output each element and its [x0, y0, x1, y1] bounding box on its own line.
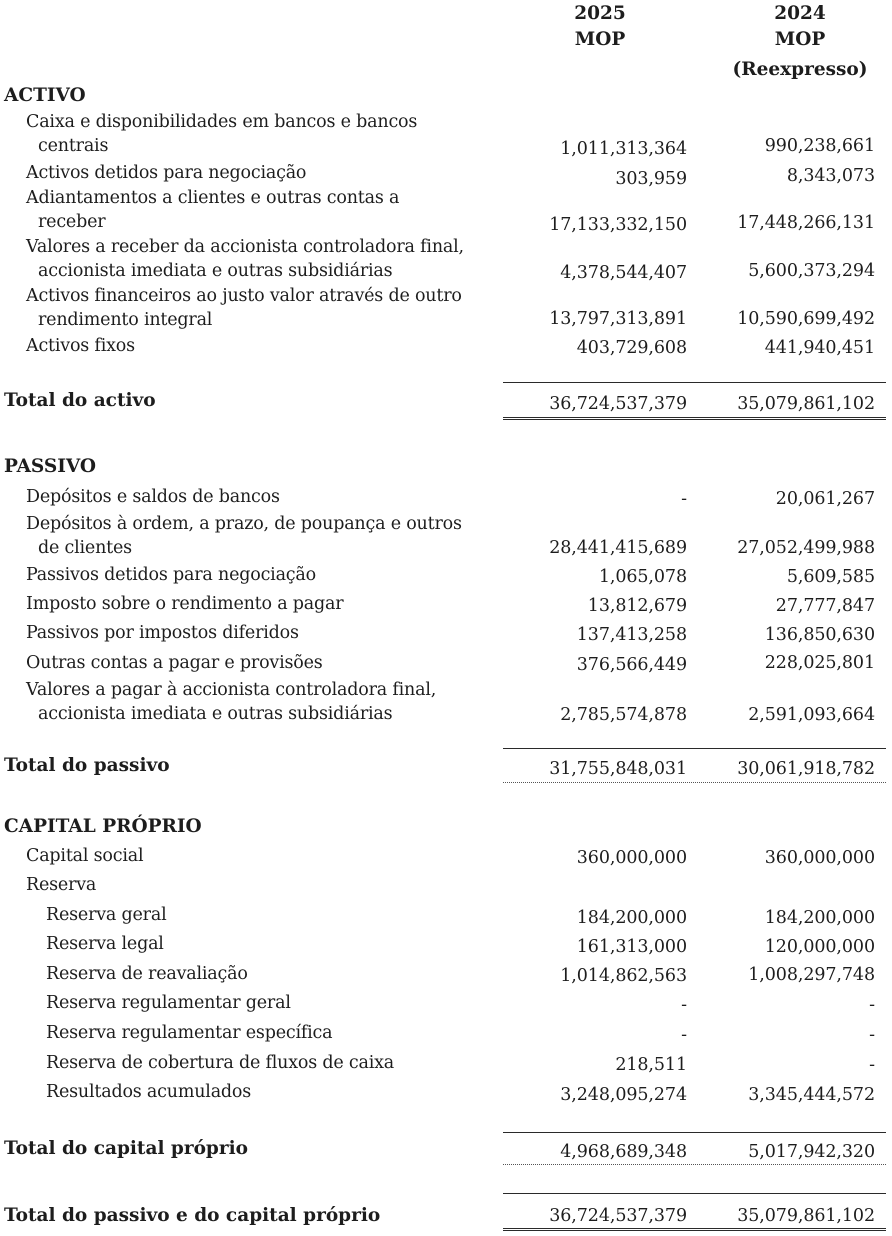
value-2024: 120,000,000: [764, 937, 875, 957]
line-item-label: Outras contas a pagar e provisões: [26, 653, 323, 673]
section-header-passivo: PASSIVO: [4, 456, 97, 477]
line-item-label: Reserva de cobertura de fluxos de caixa: [46, 1053, 395, 1073]
line-item-label: Valores a receber da accionista controladora final,: [26, 237, 464, 257]
line-item-label: Capital social: [26, 846, 144, 866]
value-2024: 5,609,585: [786, 567, 875, 587]
line-item-label: Passivos por impostos diferidos: [26, 623, 299, 643]
line-item-label: Activos financeiros ao justo valor através de outro: [26, 286, 462, 306]
value-2025: 303,959: [615, 169, 687, 189]
value-2025: -: [681, 1025, 687, 1045]
line-item-label-cont: accionista imediata e outras subsidiárias: [38, 704, 393, 724]
value-2024: 184,200,000: [764, 908, 875, 928]
line-item-label: Caixa e disponibilidades em bancos e bancos: [26, 112, 418, 132]
line-item-label: Depósitos à ordem, a prazo, de poupança e outros: [26, 514, 462, 534]
col-2025-currency: MOP: [574, 29, 626, 50]
total-dotted-rule: [503, 782, 886, 783]
section-header-activo: ACTIVO: [4, 85, 86, 106]
value-2025: -: [681, 489, 687, 509]
total-dotted-rule: [503, 1164, 886, 1165]
subtotal-rule: [503, 748, 886, 749]
value-2025: 218,511: [615, 1055, 687, 1075]
line-item-label-cont: accionista imediata e outras subsidiárias: [38, 261, 393, 281]
value-2025: 1,014,862,563: [560, 966, 687, 986]
value-2025: 360,000,000: [576, 848, 687, 868]
value-2025: 28,441,415,689: [549, 538, 687, 558]
value-2025: 376,566,449: [576, 655, 687, 675]
value-2025: 184,200,000: [576, 908, 687, 928]
total-passivo-label: Total do passivo: [4, 755, 170, 776]
total-activo-2025: 36,724,537,379: [549, 394, 687, 414]
value-2025: 13,812,679: [587, 596, 687, 616]
value-2024: 27,777,847: [775, 596, 875, 616]
subtotal-rule: [503, 1132, 886, 1133]
line-item-label-cont: de clientes: [38, 538, 132, 558]
value-2025: 1,011,313,364: [560, 139, 687, 159]
total-activo-label: Total do activo: [4, 390, 156, 411]
grand-total-2024: 35,079,861,102: [737, 1206, 875, 1226]
total-capital-2025: 4,968,689,348: [560, 1142, 687, 1162]
value-2025: 403,729,608: [576, 338, 687, 358]
total-capital-2024: 5,017,942,320: [748, 1142, 875, 1162]
grand-total-2025: 36,724,537,379: [549, 1206, 687, 1226]
total-passivo-2024: 30,061,918,782: [737, 759, 875, 779]
col-2024-year: 2024: [774, 3, 826, 24]
total-capital-label: Total do capital próprio: [4, 1138, 248, 1159]
grand-total-label: Total do passivo e do capital próprio: [4, 1205, 381, 1226]
line-item-label: Reserva regulamentar específica: [46, 1023, 333, 1043]
col-2025-year: 2025: [574, 3, 626, 24]
line-item-label: Reserva: [26, 875, 97, 895]
line-item-label: Reserva geral: [46, 905, 167, 925]
value-2024: 27,052,499,988: [737, 538, 875, 558]
value-2025: -: [681, 995, 687, 1015]
value-2025: 17,133,332,150: [549, 215, 687, 235]
col-2024-currency: MOP: [774, 29, 826, 50]
line-item-label: Resultados acumulados: [46, 1082, 252, 1102]
line-item-label: Reserva legal: [46, 934, 164, 954]
value-2024: 228,025,801: [764, 653, 875, 673]
value-2025: 137,413,258: [576, 625, 687, 645]
value-2024: 10,590,699,492: [737, 309, 875, 329]
line-item-label: Reserva de reavaliação: [46, 964, 248, 984]
value-2024: 1,008,297,748: [748, 965, 875, 985]
value-2024: -: [869, 995, 875, 1015]
subtotal-rule: [503, 1193, 886, 1194]
line-item-label-cont: rendimento integral: [38, 310, 213, 330]
value-2024: 441,940,451: [764, 338, 875, 358]
line-item-label: Valores a pagar à accionista controladora final,: [26, 680, 437, 700]
line-item-label: Adiantamentos a clientes e outras contas a: [26, 188, 400, 208]
value-2024: 360,000,000: [764, 848, 875, 868]
subtotal-rule: [503, 382, 886, 383]
value-2024: 136,850,630: [764, 625, 875, 645]
value-2024: -: [869, 1055, 875, 1075]
line-item-label-cont: receber: [38, 212, 106, 232]
line-item-label: Depósitos e saldos de bancos: [26, 487, 280, 507]
line-item-label: Activos detidos para negociação: [26, 163, 307, 183]
value-2025: 2,785,574,878: [560, 705, 687, 725]
value-2024: 990,238,661: [764, 136, 875, 156]
value-2025: 13,797,313,891: [549, 309, 687, 329]
value-2025: 1,065,078: [598, 567, 687, 587]
line-item-label-cont: centrais: [38, 136, 109, 156]
value-2024: 20,061,267: [775, 489, 875, 509]
total-passivo-2025: 31,755,848,031: [549, 759, 687, 779]
value-2025: 3,248,095,274: [560, 1085, 687, 1105]
value-2024: 5,600,373,294: [748, 261, 875, 281]
value-2024: 8,343,073: [786, 166, 875, 186]
line-item-label: Reserva regulamentar geral: [46, 993, 291, 1013]
value-2024: 17,448,266,131: [737, 213, 875, 233]
value-2024: 2,591,093,664: [748, 705, 875, 725]
total-double-rule: [503, 1228, 886, 1231]
total-activo-2024: 35,079,861,102: [737, 394, 875, 414]
value-2024: 3,345,444,572: [748, 1085, 875, 1105]
line-item-label: Passivos detidos para negociação: [26, 565, 316, 585]
value-2025: 161,313,000: [576, 937, 687, 957]
value-2025: 4,378,544,407: [560, 263, 687, 283]
line-item-label: Imposto sobre o rendimento a pagar: [26, 594, 344, 614]
col-2024-note: (Reexpresso): [732, 59, 868, 80]
line-item-label: Activos fixos: [26, 336, 135, 356]
value-2024: -: [869, 1025, 875, 1045]
section-header-capital: CAPITAL PRÓPRIO: [4, 816, 202, 837]
total-double-rule: [503, 417, 886, 420]
